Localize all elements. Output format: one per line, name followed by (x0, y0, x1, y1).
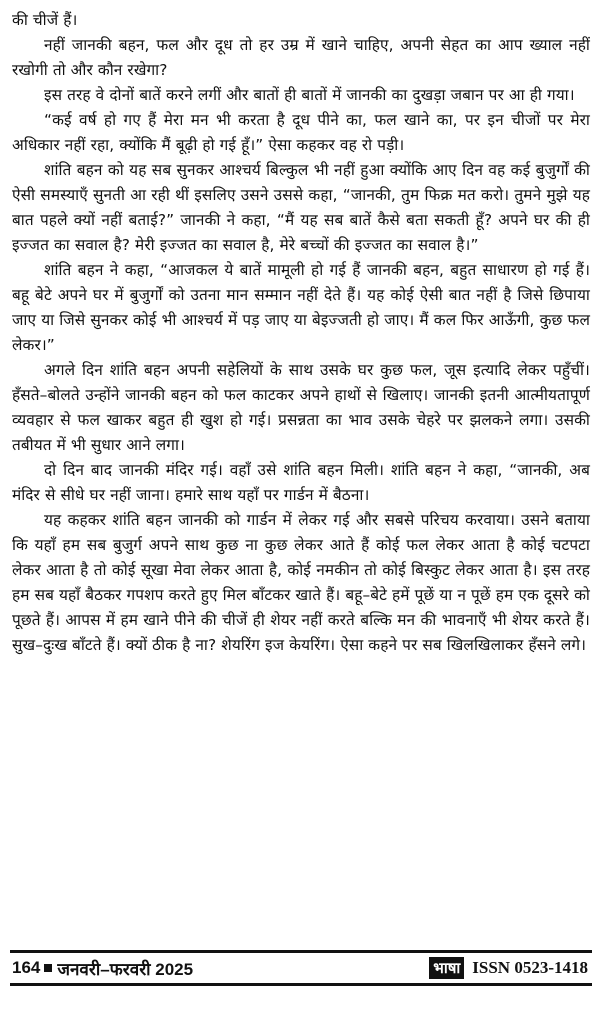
issn-number: ISSN 0523-1418 (472, 958, 588, 977)
paragraph: शांति बहन ने कहा, “आजकल ये बातें मामूली हो गई हैं जानकी बहन, बहुत साधारण हो गई हैं। बहू बेटे अपने घर में बुजुर्गों को उतना मान सम्मान नहीं देते हैं। यह कोई ऐसी बात नहीं है जिसे छिपाया जाए या जिसे सुनकर कोई भी आश्चर्य में पड़ जाए या बेइज्जती हो जाए। मैं कल फिर आऊँगी, कुछ फल लेकर।” (12, 261, 590, 354)
paragraph: इस तरह वे दोनों बातें करने लगीं और बातों ही बातों में जानकी का दुखड़ा जबान पर आ ही गया। (44, 86, 575, 104)
paragraph: नहीं जानकी बहन, फल और दूध तो हर उम्र में खाने चाहिए, अपनी सेहत का आप ख्याल नहीं रखोगी तो और कौन रखेगा? (12, 36, 590, 79)
footer-right (429, 957, 592, 979)
article-body (12, 8, 590, 658)
paragraph: दो दिन बाद जानकी मंदिर गई। वहाँ उसे शांति बहन मिली। शांति बहन ने कहा, “जानकी, अब मंदिर से सीधे घर नहीं जाना। हमारे साथ यहाँ पर गार्डन में बैठना। (12, 461, 590, 504)
paragraph: अगले दिन शांति बहन अपनी सहेलियों के साथ उसके घर कुछ फल, जूस इत्यादि लेकर पहुँचीं। हँसते–बोलते उन्होंने जानकी बहन को फल काटकर अपने हाथों से खिलाए। जानकी इतनी आत्मीयतापूर्ण व्यवहार से फल खाकर बहुत ही खुश हो गई। प्रसन्नता का भाव उसके चेहरे पर झलकने लगा। उसकी तबीयत में भी सुधार आने लगा। (12, 361, 590, 454)
magazine-logo: भाषा (429, 957, 464, 979)
issue-date: जनवरी–फरवरी 2025 (57, 959, 194, 979)
page-footer (10, 950, 592, 986)
paragraph: शांति बहन को यह सब सुनकर आश्चर्य बिल्कुल भी नहीं हुआ क्योंकि आए दिन वह कई बुजुर्गों की ऐसी समस्याएँ सुनती आ रही थीं इसलिए उसने उससे कहा, “जानकी, तुम फिक्र मत करो। तुमने मुझे यह बात पहले क्यों नहीं बताई?” जानकी ने कहा, “मैं यह सब बातें कैसे बता सकती हूँ? अपने घर की ही इज्जत का सवाल है? मेरी इज्जत का सवाल है, मेरे बच्चों की इज्जत का सवाल है।” (12, 161, 590, 254)
paragraph: “कई वर्ष हो गए हैं मेरा मन भी करता है दूध पीने का, फल खाने का, पर इन चीजों पर मेरा अधिकार नहीं रहा, क्योंकि मैं बूढ़ी हो गई हूँ।” ऐसा कहकर वह रो पड़ी। (12, 111, 590, 154)
paragraph-continuation: की चीजें हैं। (12, 11, 78, 29)
page-number: 164 (12, 958, 41, 977)
footer-left (10, 957, 193, 980)
square-bullet-icon (44, 964, 52, 972)
paragraph: यह कहकर शांति बहन जानकी को गार्डन में लेकर गई और सबसे परिचय करवाया। उसने बताया कि यहाँ हम सब बुजुर्ग अपने साथ कुछ ना कुछ लेकर आते हैं कोई फल लेकर आता है कोई चटपटा लेकर आता है तो कोई सूखा मेवा लेकर आता है, कोई नमकीन तो कोई बिस्कुट लेकर आता है। इस तरह हम सब यहाँ बैठकर गपशप करते हुए मिल बाँटकर खाते हैं। बहू–बेटे हमें पूछें या न पूछें हम एक दूसरे को पूछते हैं। आपस में हम खाने पीने की चीजें ही शेयर नहीं करते बल्कि मन की भावनाएँ भी शेयर करते हैं। सुख–दुःख बाँटते हैं। क्यों ठीक है ना? शेयरिंग इज केयरिंग। ऐसा कहने पर सब खिलखिलाकर हँसने लगे। (12, 511, 590, 654)
